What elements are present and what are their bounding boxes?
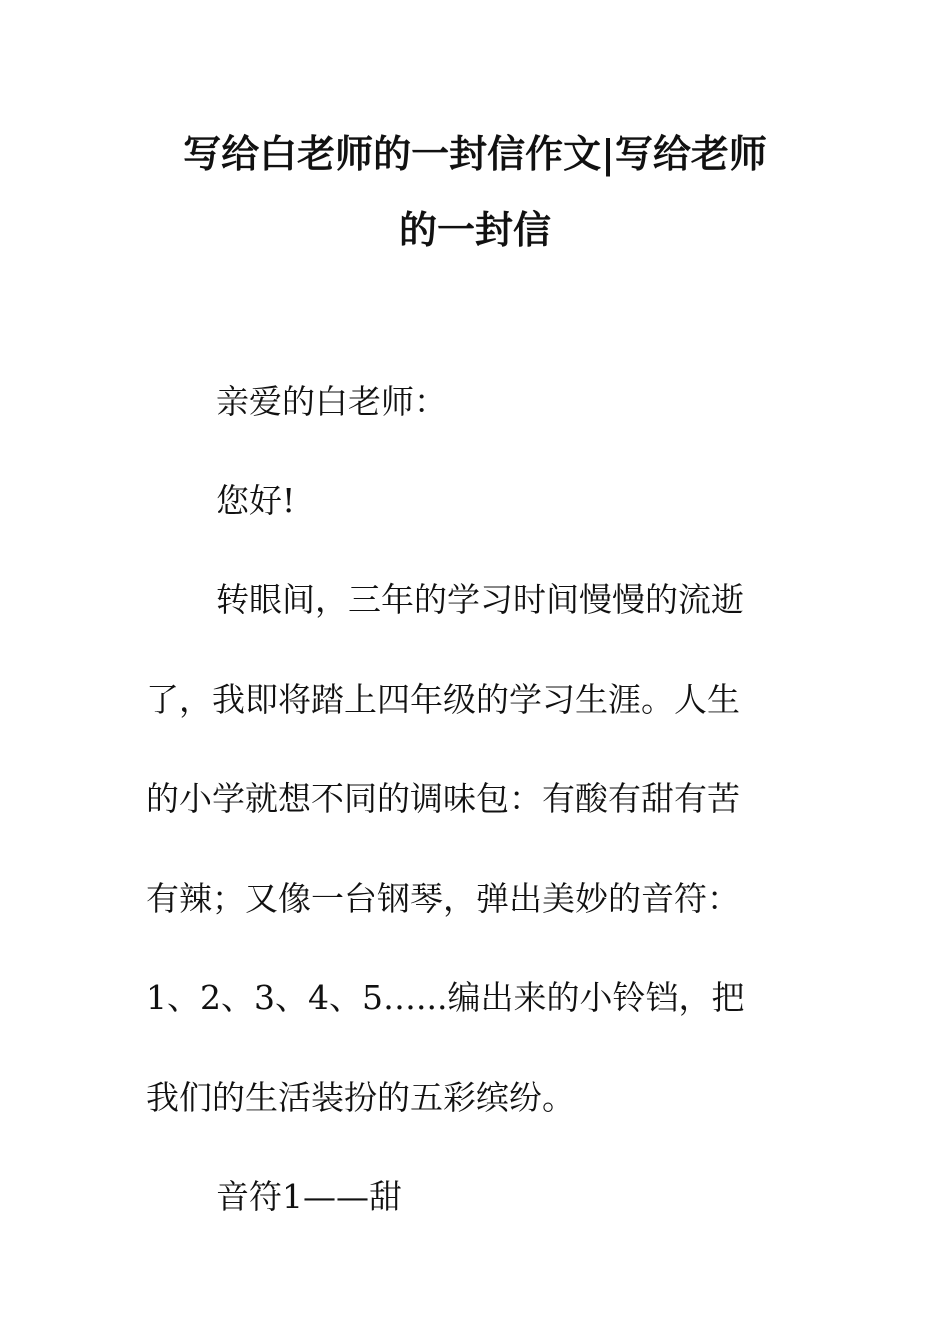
document-title [148, 116, 802, 268]
section-heading: 音符1——甜 [216, 1177, 402, 1216]
salutation: 亲爱的白老师： [216, 382, 447, 421]
paragraph-line: 1、2、3、4、5…...编出来的小铃铛，把 [146, 978, 745, 1017]
greeting: 您好! [216, 481, 296, 520]
paragraph-line: 有辣；又像一台钢琴，弹出美妙的音符： [146, 879, 740, 918]
title-line-2: 的一封信 [398, 207, 551, 252]
paragraph-line: 的小学就想不同的调味包：有酸有甜有苦 [146, 779, 740, 818]
paragraph-line: 我们的生活装扮的五彩缤纷。 [146, 1078, 575, 1117]
paragraph-line: 转眼间，三年的学习时间慢慢的流逝 [216, 580, 744, 619]
title-line-1: 写给白老师的一封信作文|写给老师 [183, 131, 767, 176]
paragraph-line: 了，我即将踏上四年级的学习生涯。人生 [146, 680, 740, 719]
